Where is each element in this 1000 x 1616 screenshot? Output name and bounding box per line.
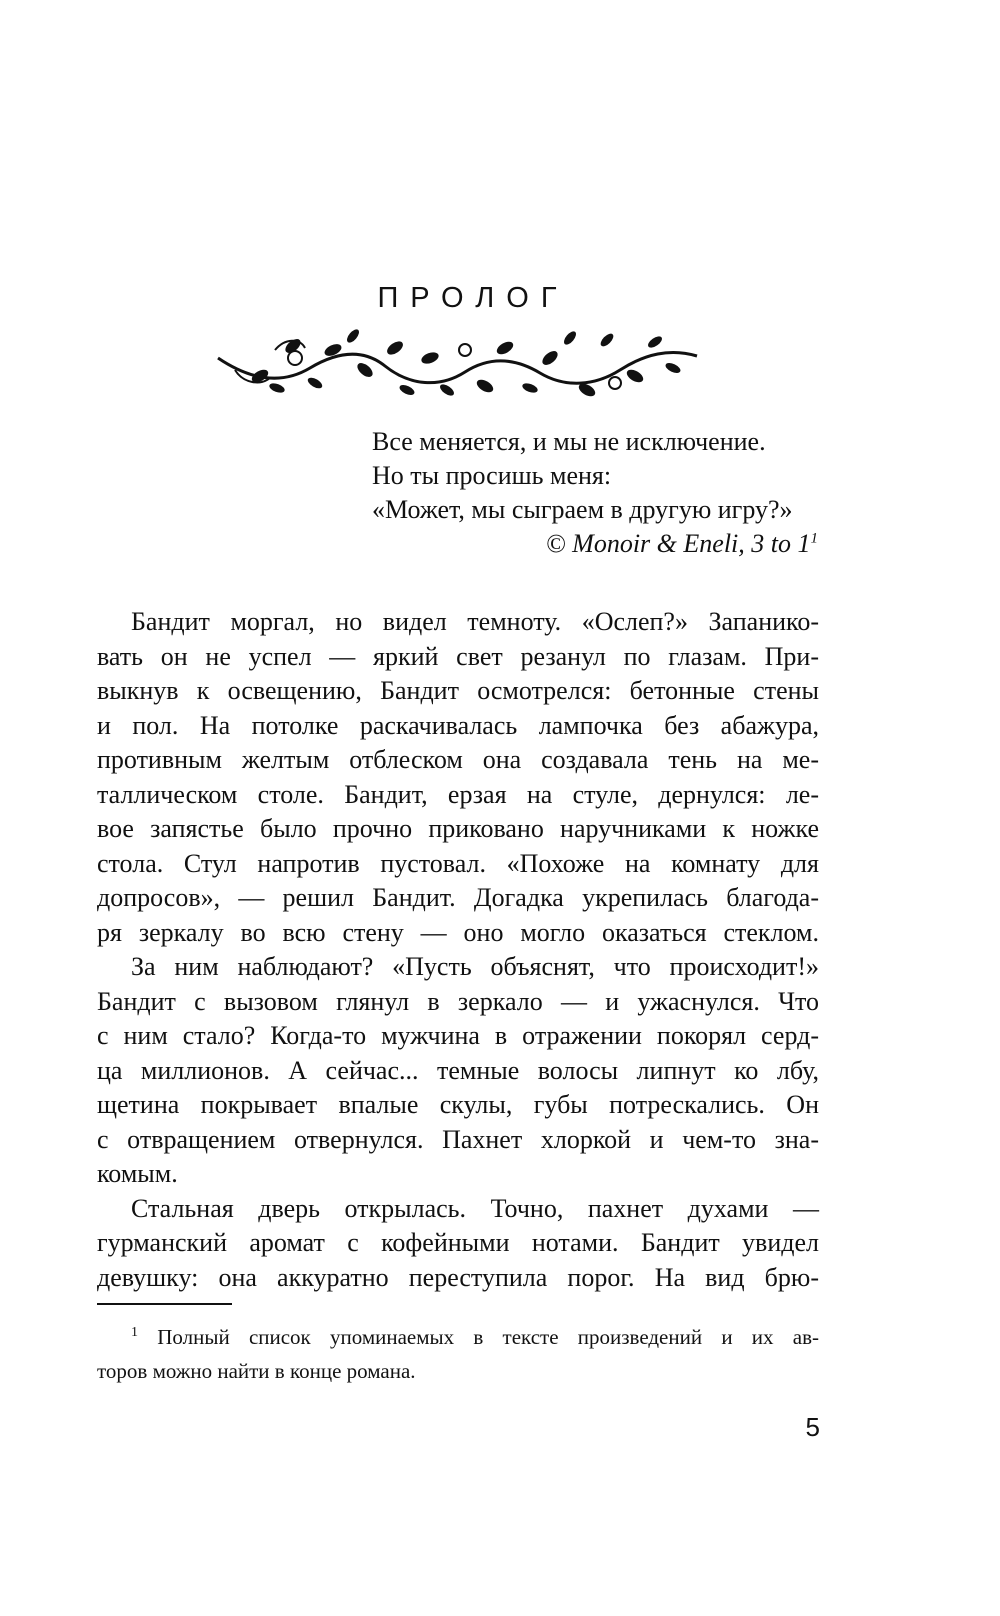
text-line: девушку: она аккуратно переступила порог. На вид брю- <box>97 1262 819 1292</box>
text-line: таллическом столе. Бандит, ерзая на стуле, дернулся: ле- <box>97 779 819 809</box>
text-line: Бандит моргал, но видел темноту. «Ослеп?» Запанико- <box>131 607 819 636</box>
text-line: комым. <box>97 1159 178 1188</box>
epigraph-source <box>372 527 818 561</box>
epigraph-line: «Может, мы сыграем в другую игру?» <box>372 495 793 524</box>
footnote-mark: 1 <box>131 1325 138 1340</box>
text-line: стола. Стул напротив пустовал. «Похоже на комнату для <box>97 848 819 878</box>
vine-ornament-icon <box>215 328 700 404</box>
page-number: 5 <box>805 1412 820 1442</box>
body-text <box>97 605 819 1295</box>
text-line: Бандит с вызовом глянул в зеркало — и ужаснулся. Что <box>97 986 819 1016</box>
text-line: вое запястье было прочно приковано наручниками к ножке <box>97 814 819 843</box>
text-line: За ним наблюдают? «Пусть объяснят, что происходит!» <box>131 952 819 981</box>
epigraph-source-text: © Monoir & Eneli, 3 to 1 <box>545 529 811 558</box>
epigraph-line: Все меняется, и мы не исключение. <box>372 427 766 456</box>
footnote-reference: 1 <box>810 530 818 547</box>
text-line: щетина покрывает впалые скулы, губы потрескались. Он <box>97 1090 819 1119</box>
text-line: с ним стало? Когда-то мужчина в отражении покорял серд- <box>97 1021 819 1050</box>
text-line: Стальная дверь открылась. Точно, пахнет духами — <box>131 1193 819 1223</box>
text-line: гурманский аромат с кофейными нотами. Бандит увидел <box>97 1228 819 1257</box>
text-line: вать он не успел — яркий свет резанул по глазам. При- <box>97 641 819 671</box>
epigraph <box>372 425 818 561</box>
text-line: и пол. На потолке раскачивалась лампочка без абажура, <box>97 710 819 740</box>
chapter-title: ПРОЛОГ <box>377 282 569 314</box>
text-line: допросов», — решил Бандит. Догадка укрепилась благода- <box>97 883 819 912</box>
footnote <box>97 1320 819 1388</box>
footnote-text: Полный список упоминаемых в тексте произведений и их ав- <box>157 1325 820 1349</box>
epigraph-line: Но ты просишь меня: <box>372 461 612 490</box>
text-line: с отвращением отвернулся. Пахнет хлоркой и чем-то зна- <box>97 1124 819 1154</box>
text-line: ря зеркалу во всю стену — оно могло оказаться стеклом. <box>97 917 819 947</box>
text-line: выкнув к освещению, Бандит осмотрелся: бетонные стены <box>97 676 819 705</box>
text-line: ца миллионов. А сейчас... темные волосы липнут ко лбу, <box>97 1055 819 1085</box>
footnote-line <box>97 1320 819 1354</box>
text-line: противным желтым отблеском она создавала тень на ме- <box>97 745 819 774</box>
footnote-divider <box>97 1303 232 1305</box>
footnote-line: торов можно найти в конце романа. <box>97 1359 416 1383</box>
